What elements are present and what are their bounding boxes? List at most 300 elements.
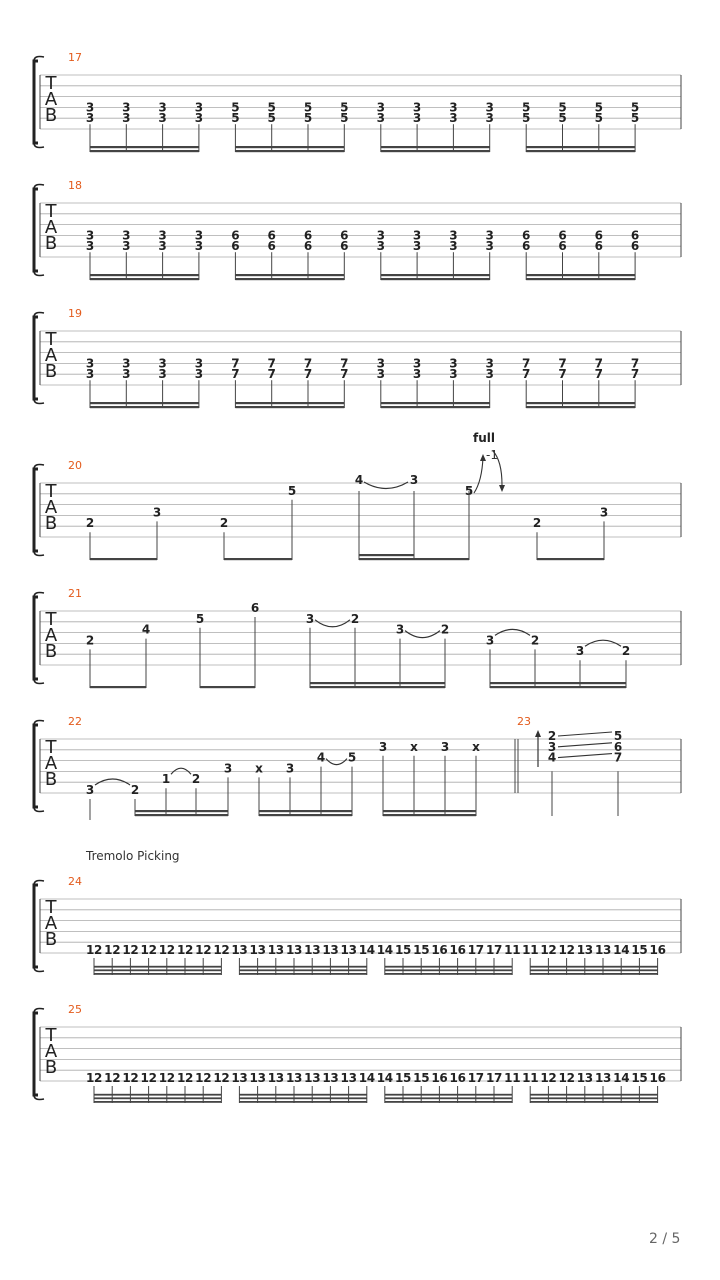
fret-number: 3 xyxy=(449,239,458,254)
fret-number: 13 xyxy=(340,943,357,957)
fret-number: 17 xyxy=(485,1071,503,1085)
fret-number: 12 xyxy=(122,943,139,957)
system-bracket xyxy=(34,1013,38,1095)
fret-number: 2 xyxy=(130,783,140,797)
fret-number: 13 xyxy=(285,1071,303,1085)
fret-number: 13 xyxy=(285,943,303,957)
fret-number: 1 xyxy=(161,772,171,787)
note-beam xyxy=(239,1101,366,1103)
fret-number: 5 xyxy=(347,750,357,765)
fret-number: 7 xyxy=(594,367,603,382)
fret-number: 15 xyxy=(413,943,430,957)
fret-number: 3 xyxy=(158,239,167,254)
system-bracket xyxy=(34,597,38,679)
fret-number: 3 xyxy=(412,367,422,382)
note-beam xyxy=(526,146,635,148)
fret-number: 6 xyxy=(522,239,531,254)
measure-number: 23 xyxy=(517,715,531,728)
fret-number: 3 xyxy=(285,761,295,776)
fret-number: 5 xyxy=(303,111,313,126)
fret-number: 2 xyxy=(530,633,540,648)
fret-number: 16 xyxy=(449,1071,466,1085)
page-number: 2 / 5 xyxy=(649,1231,681,1247)
tab-clef-letter: T xyxy=(45,897,57,918)
measure-number: 19 xyxy=(68,307,82,320)
tab-clef-letter: A xyxy=(44,1041,58,1062)
note-beam xyxy=(90,406,199,408)
tab-clef-letter: A xyxy=(44,89,58,110)
tab-clef-letter: T xyxy=(45,737,57,758)
fret-number: 3 xyxy=(85,356,95,371)
note-beam xyxy=(381,274,490,276)
fret-number: 14 xyxy=(376,1071,393,1085)
measure-number: 24 xyxy=(68,875,82,888)
note-beam xyxy=(383,814,476,816)
fret-number: 5 xyxy=(630,111,640,126)
fret-number: 12 xyxy=(213,1071,230,1085)
fret-number: 11 xyxy=(504,943,521,957)
fret-number: 6 xyxy=(522,228,531,243)
fret-number: 3 xyxy=(412,239,422,254)
fret-number: 5 xyxy=(594,111,603,126)
note-beam xyxy=(135,814,228,816)
fret-number: 17 xyxy=(467,943,484,957)
fret-number: 6 xyxy=(267,239,276,254)
fret-number: 5 xyxy=(630,100,640,115)
fret-number: 2 xyxy=(350,611,360,626)
slur xyxy=(326,759,347,765)
measure-number: 22 xyxy=(68,715,82,728)
fret-number: 3 xyxy=(194,356,204,371)
fret-number: 12 xyxy=(122,1071,139,1085)
fret-number: x xyxy=(410,739,418,754)
fret-number: 3 xyxy=(376,356,385,371)
note-beam xyxy=(94,1101,221,1103)
fret-number: 5 xyxy=(303,100,313,115)
tab-staff-system xyxy=(34,431,681,560)
note-beam xyxy=(537,558,604,560)
fret-number: 3 xyxy=(122,367,131,382)
note-beam xyxy=(235,146,344,148)
measure-number: 20 xyxy=(68,459,82,472)
fret-number: 12 xyxy=(195,1071,212,1085)
fret-number: 12 xyxy=(558,943,575,957)
fret-number: 14 xyxy=(358,943,375,957)
fret-number: 3 xyxy=(376,100,385,115)
fret-number: 16 xyxy=(449,943,466,957)
system-bracket xyxy=(34,885,38,967)
note-beam xyxy=(90,278,199,280)
fret-number: 12 xyxy=(176,943,194,957)
slur xyxy=(405,631,440,638)
fret-number: 3 xyxy=(194,367,204,382)
fret-number: 5 xyxy=(522,100,531,115)
measure-number: 21 xyxy=(68,587,82,600)
fret-number: 16 xyxy=(431,943,448,957)
fret-number: 5 xyxy=(231,111,240,126)
fret-number: 13 xyxy=(231,1071,248,1085)
system-bracket xyxy=(34,469,38,551)
tab-clef-letter: B xyxy=(44,105,58,126)
note-beam xyxy=(530,1094,657,1096)
note-beam xyxy=(90,686,146,688)
note-beam xyxy=(90,150,199,152)
fret-number: x xyxy=(472,739,480,754)
fret-number: 14 xyxy=(358,1071,375,1085)
fret-number: 6 xyxy=(630,228,640,243)
fret-number: 3 xyxy=(376,228,385,243)
fret-number: 5 xyxy=(340,100,349,115)
fret-number: 7 xyxy=(522,367,531,382)
bend-curve xyxy=(474,457,483,493)
fret-number: 3 xyxy=(412,356,422,371)
fret-number: 5 xyxy=(613,729,623,743)
fret-number: 3 xyxy=(158,111,167,126)
tab-clef-letter: T xyxy=(45,73,57,94)
fret-number: 3 xyxy=(376,111,385,126)
fret-number: 14 xyxy=(613,943,630,957)
fret-number: 3 xyxy=(412,100,422,115)
note-beam xyxy=(385,1094,512,1096)
fret-number: 12 xyxy=(104,943,121,957)
fret-number: 13 xyxy=(322,943,339,957)
note-beam xyxy=(94,1097,221,1099)
tremolo-picking-label: Tremolo Picking xyxy=(86,849,180,863)
note-beam xyxy=(381,402,490,404)
fret-number: 3 xyxy=(575,644,585,659)
fret-number: 3 xyxy=(158,228,167,243)
note-beam xyxy=(90,146,199,148)
stroke-arrowhead xyxy=(535,730,541,737)
tab-clef-letter: B xyxy=(44,929,58,950)
tab-clef-letter: B xyxy=(44,1057,58,1078)
fret-number: 5 xyxy=(340,111,349,126)
note-beam xyxy=(235,406,344,408)
fret-number: 15 xyxy=(394,943,412,957)
fret-number: 3 xyxy=(599,505,609,520)
fret-number: 4 xyxy=(354,473,364,487)
tab-staff-system xyxy=(34,51,681,152)
fret-number: 6 xyxy=(613,739,623,754)
fret-number: 12 xyxy=(158,943,175,957)
tab-clef-letter: B xyxy=(44,233,58,254)
fret-number: 3 xyxy=(449,367,458,382)
fret-number: 3 xyxy=(194,239,204,254)
fret-number: 7 xyxy=(231,367,240,382)
fret-number: 17 xyxy=(467,1071,484,1085)
slide-line xyxy=(558,754,612,758)
note-beam xyxy=(530,973,657,975)
fret-number: 4 xyxy=(316,750,326,765)
fret-number: 3 xyxy=(378,739,388,754)
fret-number: 11 xyxy=(522,1071,539,1085)
fret-number: 13 xyxy=(267,1071,284,1085)
fret-number: 3 xyxy=(395,622,405,637)
fret-number: 12 xyxy=(140,943,157,957)
fret-number: 3 xyxy=(122,111,131,126)
fret-number: 6 xyxy=(558,228,567,243)
note-beam xyxy=(385,1097,512,1099)
slur xyxy=(315,620,350,627)
fret-number: 3 xyxy=(122,239,131,254)
fret-number: 16 xyxy=(649,1071,666,1085)
system-bracket xyxy=(34,61,38,143)
note-beam xyxy=(200,686,255,688)
tab-clef-letter: T xyxy=(45,329,57,350)
fret-number: 7 xyxy=(630,356,640,371)
tab-clef-letter: B xyxy=(44,361,58,382)
fret-number: 15 xyxy=(413,1071,430,1085)
fret-number: 3 xyxy=(158,367,167,382)
fret-number: 2 xyxy=(621,644,631,659)
note-beam xyxy=(239,1094,366,1096)
fret-number: 3 xyxy=(449,100,458,115)
fret-number: 12 xyxy=(540,1071,557,1085)
note-beam xyxy=(90,402,199,404)
fret-number: 3 xyxy=(194,111,204,126)
fret-number: 3 xyxy=(152,505,162,520)
note-beam xyxy=(90,558,157,560)
fret-number: 7 xyxy=(267,367,276,382)
fret-number: 3 xyxy=(85,367,95,382)
note-beam xyxy=(383,810,476,812)
fret-number: 3 xyxy=(440,739,450,754)
fret-number: 3 xyxy=(122,100,131,115)
note-beam xyxy=(359,554,414,556)
fret-number: 3 xyxy=(194,228,204,243)
fret-number: 13 xyxy=(231,943,248,957)
fret-number: 7 xyxy=(558,356,567,371)
fret-number: 12 xyxy=(140,1071,157,1085)
fret-number: 7 xyxy=(594,356,603,371)
fret-number: 2 xyxy=(219,516,229,531)
note-beam xyxy=(310,686,445,688)
note-beam xyxy=(235,150,344,152)
tab-staff-system xyxy=(34,715,681,820)
fret-number: 7 xyxy=(303,367,313,382)
note-beam xyxy=(381,278,490,280)
fret-number: 5 xyxy=(522,111,531,126)
fret-number: 2 xyxy=(191,772,201,787)
fret-number: 12 xyxy=(158,1071,175,1085)
fret-number: 5 xyxy=(195,611,205,626)
note-beam xyxy=(310,682,445,684)
fret-number: 3 xyxy=(485,100,494,115)
note-beam xyxy=(385,1101,512,1103)
note-beam xyxy=(490,686,626,688)
fret-number: 13 xyxy=(322,1071,339,1085)
measure-number: 25 xyxy=(68,1003,82,1016)
fret-number: 6 xyxy=(267,228,276,243)
note-beam xyxy=(359,558,469,560)
tab-clef-letter: A xyxy=(44,217,58,238)
fret-number: 2 xyxy=(85,516,95,531)
bend-label: full xyxy=(473,431,495,445)
tab-staff-system xyxy=(34,875,681,975)
fret-number: 13 xyxy=(594,943,612,957)
fret-number: 3 xyxy=(485,111,494,126)
note-beam xyxy=(530,966,657,968)
fret-number: 3 xyxy=(449,356,458,371)
fret-number: 3 xyxy=(449,228,458,243)
fret-number: 16 xyxy=(431,1071,448,1085)
fret-number: 3 xyxy=(409,473,419,487)
fret-number: 3 xyxy=(485,228,494,243)
fret-number: 7 xyxy=(522,356,531,371)
tab-clef-letter: T xyxy=(45,481,57,502)
fret-number: 3 xyxy=(412,228,422,243)
fret-number: 13 xyxy=(267,943,284,957)
fret-number: 13 xyxy=(576,1071,593,1085)
fret-number: 14 xyxy=(376,943,393,957)
note-beam xyxy=(381,146,490,148)
tab-clef-letter: B xyxy=(44,641,58,662)
fret-number: 5 xyxy=(594,100,603,115)
fret-number: 3 xyxy=(485,633,495,648)
fret-number: 5 xyxy=(464,483,474,498)
fret-number: 12 xyxy=(85,1071,103,1085)
fret-number: x xyxy=(255,761,263,776)
note-beam xyxy=(135,810,228,812)
note-beam xyxy=(530,1101,657,1103)
measure-number: 18 xyxy=(68,179,82,192)
fret-number: 12 xyxy=(195,943,212,957)
fret-number: 7 xyxy=(340,367,349,382)
fret-number: 15 xyxy=(631,943,648,957)
tab-clef-letter: A xyxy=(44,753,58,774)
system-bracket xyxy=(34,317,38,399)
note-beam xyxy=(235,274,344,276)
system-bracket xyxy=(34,725,38,807)
fret-number: 3 xyxy=(376,367,385,382)
note-beam xyxy=(385,966,512,968)
fret-number: 3 xyxy=(485,367,494,382)
note-beam xyxy=(530,969,657,971)
fret-number: 3 xyxy=(194,100,204,115)
fret-number: 15 xyxy=(394,1071,412,1085)
note-beam xyxy=(224,558,292,560)
tab-clef-letter: B xyxy=(44,769,58,790)
fret-number: 11 xyxy=(504,1071,521,1085)
note-beam xyxy=(259,810,352,812)
fret-number: 3 xyxy=(412,111,422,126)
note-beam xyxy=(90,274,199,276)
fret-number: 6 xyxy=(340,228,349,243)
fret-number: 2 xyxy=(532,516,542,531)
fret-number: 5 xyxy=(287,483,297,498)
fret-number: 4 xyxy=(547,750,557,765)
tab-clef-letter: T xyxy=(45,201,57,222)
fret-number: 12 xyxy=(104,1071,121,1085)
fret-number: 6 xyxy=(303,228,313,243)
fret-number: 3 xyxy=(85,783,95,797)
fret-number: 11 xyxy=(522,943,539,957)
note-beam xyxy=(526,150,635,152)
fret-number: 5 xyxy=(558,111,567,126)
release-arrow xyxy=(499,485,505,492)
note-beam xyxy=(381,150,490,152)
fret-number: 13 xyxy=(304,1071,321,1085)
fret-number: 12 xyxy=(558,1071,575,1085)
fret-number: 6 xyxy=(250,601,260,615)
fret-number: 2 xyxy=(547,729,557,743)
fret-number: 6 xyxy=(231,239,240,254)
note-beam xyxy=(94,1094,221,1096)
fret-number: 3 xyxy=(122,356,131,371)
fret-number: 13 xyxy=(594,1071,612,1085)
fret-number: 6 xyxy=(630,239,640,254)
fret-number: 16 xyxy=(649,943,666,957)
tab-staff-system xyxy=(34,1003,681,1103)
fret-number: 7 xyxy=(630,367,640,382)
fret-number: 17 xyxy=(485,943,503,957)
fret-number: 5 xyxy=(231,100,240,115)
fret-number: 3 xyxy=(158,100,167,115)
fret-number: 13 xyxy=(249,943,266,957)
fret-number: 6 xyxy=(558,239,567,254)
slide-line xyxy=(558,732,612,736)
fret-number: 12 xyxy=(213,943,230,957)
note-beam xyxy=(526,402,635,404)
note-beam xyxy=(385,969,512,971)
fret-number: 12 xyxy=(85,943,103,957)
fret-number: 12 xyxy=(176,1071,194,1085)
note-beam xyxy=(239,973,366,975)
fret-number: 6 xyxy=(231,228,240,243)
tab-clef-letter: A xyxy=(44,497,58,518)
fret-number: 3 xyxy=(85,239,95,254)
note-beam xyxy=(94,973,221,975)
fret-number: 3 xyxy=(485,239,494,254)
fret-number: 13 xyxy=(576,943,593,957)
note-beam xyxy=(94,969,221,971)
slide-line xyxy=(558,743,612,747)
fret-number: 7 xyxy=(303,356,313,371)
fret-number: 3 xyxy=(547,739,557,754)
note-beam xyxy=(526,274,635,276)
fret-number: 3 xyxy=(122,228,131,243)
fret-number: 3 xyxy=(485,356,494,371)
fret-number: 15 xyxy=(631,1071,648,1085)
fret-number: 3 xyxy=(223,761,233,776)
note-beam xyxy=(530,1097,657,1099)
note-beam xyxy=(235,278,344,280)
note-beam xyxy=(239,966,366,968)
tab-clef-letter: T xyxy=(45,609,57,630)
tab-staff-system xyxy=(34,307,681,408)
fret-number: 3 xyxy=(85,228,95,243)
fret-number: 14 xyxy=(613,1071,630,1085)
tab-clef-letter: A xyxy=(44,345,58,366)
tab-clef-letter: A xyxy=(44,913,58,934)
fret-number: 13 xyxy=(304,943,321,957)
tab-clef-letter: T xyxy=(45,1025,57,1046)
measure-number: 17 xyxy=(68,51,82,64)
fret-number: 3 xyxy=(85,100,95,115)
fret-number: 6 xyxy=(303,239,313,254)
fret-number: 3 xyxy=(305,611,315,626)
note-beam xyxy=(381,406,490,408)
fret-number: 2 xyxy=(440,622,450,637)
fret-number: 13 xyxy=(249,1071,266,1085)
fret-number: 6 xyxy=(594,228,603,243)
bend-release-label: -1 xyxy=(486,448,498,462)
fret-number: 2 xyxy=(85,633,95,648)
fret-number: 12 xyxy=(540,943,557,957)
fret-number: 7 xyxy=(558,367,567,382)
fret-number: 7 xyxy=(267,356,276,371)
fret-number: 5 xyxy=(267,111,276,126)
